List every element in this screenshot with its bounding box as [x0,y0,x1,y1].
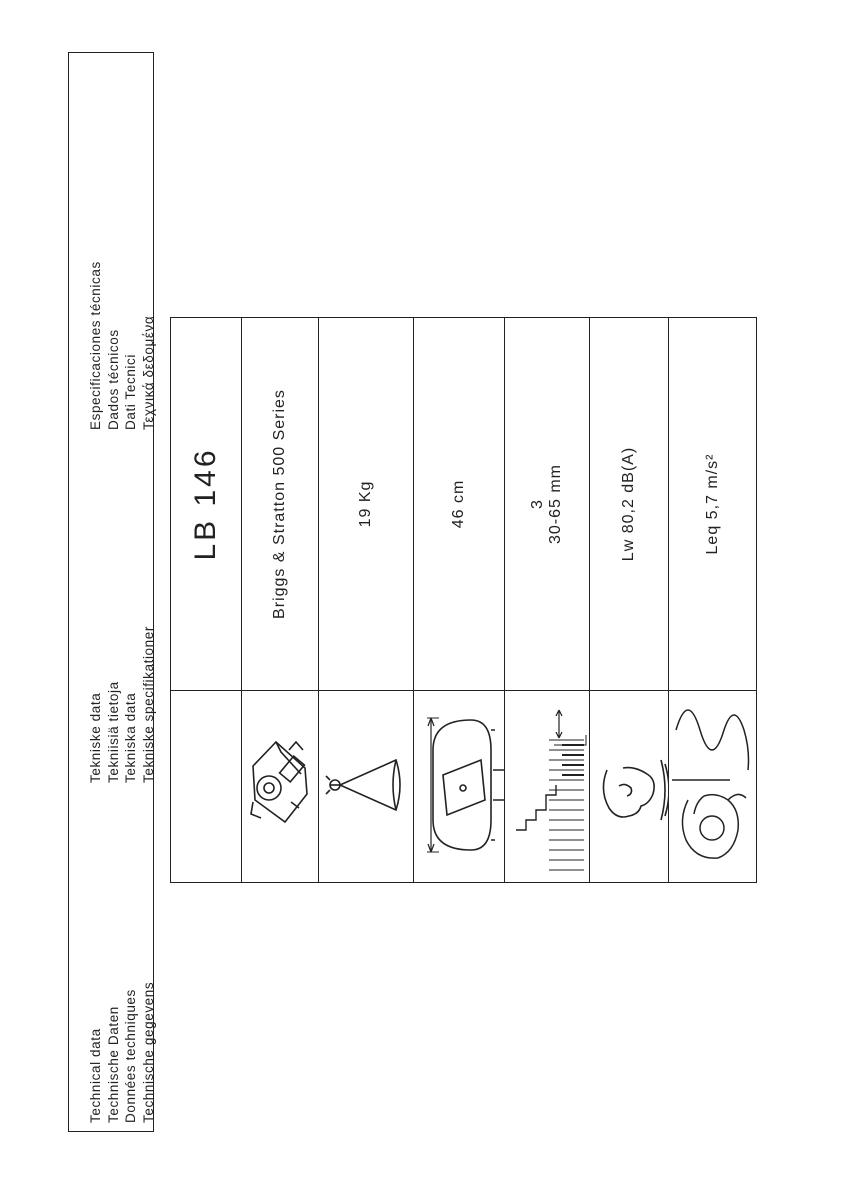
weight-value: 19 Kg [356,480,374,528]
cutting-width-cell [413,318,504,690]
title-da: Tekniske specifikationer [140,626,156,783]
header-box [68,52,154,1132]
engine-icon [241,690,318,883]
title-no: Tekniske data [88,692,103,783]
header-column-2 [87,430,155,783]
weight-cell [318,318,413,690]
weight-icon [318,690,413,883]
title-sv: Tekniska data [123,692,138,783]
technical-data-table [170,317,757,883]
title-el: Τεχνικά δεδομένα [140,315,156,430]
vibration-value: Leq 5,7 m/s² [703,453,721,555]
model-cell [171,318,241,690]
title-it: Dati Tecnici [123,354,138,430]
engine-cell [241,318,318,690]
title-en: Technical data [88,1028,103,1123]
header-title-block [69,53,155,1133]
cutting-width-icon [413,690,504,883]
title-fi: Tekniisiä tietoja [105,681,121,783]
cutting-height-values [529,464,565,544]
cutting-width-value: 46 cm [449,479,467,529]
title-pt: Dados técnicos [105,329,121,430]
model-name: LB 146 [189,447,222,561]
noise-ear-icon [589,690,668,883]
vibration-hand-icon [668,690,757,883]
cutting-height-icon [504,690,589,883]
vibration-cell [668,318,757,690]
title-de: Technische Daten [105,1006,121,1123]
title-es: Especificaciones técnicas [88,261,103,430]
header-column-1 [87,783,155,1123]
height-range-value: 30-65 mm [546,463,564,545]
title-nl: Technische gegevens [140,981,156,1123]
sound-power-value: Lw 80,2 dB(A) [619,446,637,562]
header-column-3 [87,130,155,430]
title-fr: Données techniques [123,989,138,1123]
cutting-height-cell [504,318,589,690]
height-positions-value: 3 [528,499,546,509]
engine-value: Briggs & Stratton 500 Series [270,389,288,619]
sound-cell [589,318,668,690]
